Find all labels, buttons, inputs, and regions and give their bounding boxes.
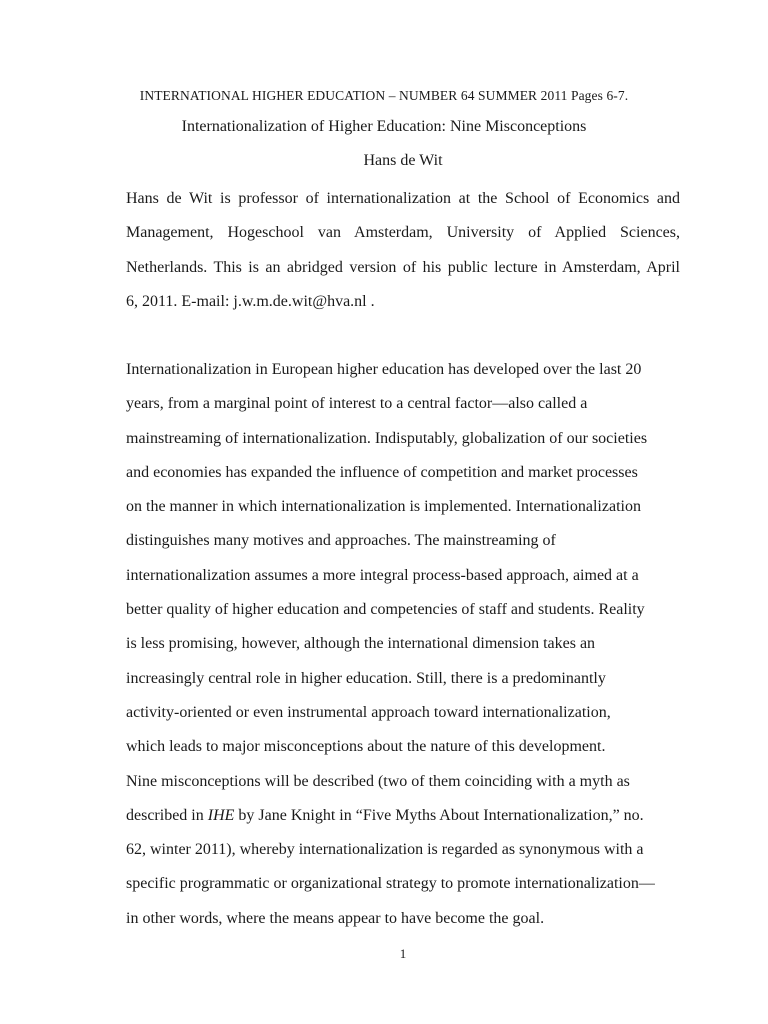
body-line: activity-oriented or even instrumental approach toward internationalization, <box>126 703 611 721</box>
bio-line: Management, Hogeschool van Amsterdam, University of Applied Sciences, <box>126 224 680 242</box>
journal-abbreviation: IHE <box>207 806 235 824</box>
body-line: and economies has expanded the influence of competition and market processes <box>126 463 638 481</box>
body-line: increasingly central role in higher education. Still, there is a predominantly <box>126 669 606 687</box>
body-line: better quality of higher education and competencies of staff and students. Reality <box>126 601 645 619</box>
body-line: 62, winter 2011), whereby internationalization is regarded as synonymous with a <box>126 841 644 859</box>
body-line: in other words, where the means appear to have become the goal. <box>126 909 545 927</box>
journal-header: INTERNATIONAL HIGHER EDUCATION – NUMBER 64 SUMMER 2011 Pages 6-7. <box>139 88 629 103</box>
body-paragraph <box>126 353 686 936</box>
page-number: 1 <box>399 946 407 961</box>
body-line: mainstreaming of internationalization. Indisputably, globalization of our societies <box>126 429 648 447</box>
article-title: Internationalization of Higher Education: Nine Misconceptions <box>181 118 587 135</box>
body-line: internationalization assumes a more integral process-based approach, aimed at a <box>126 566 639 584</box>
body-line: years, from a marginal point of interest to a central factor—also called a <box>126 395 588 413</box>
body-line: specific programmatic or organizational strategy to promote internationalization— <box>126 875 655 893</box>
body-line: distinguishes many motives and approaches. The mainstreaming of <box>126 532 556 550</box>
body-line: is less promising, however, although the international dimension takes an <box>126 635 596 653</box>
body-line: Nine misconceptions will be described (two of them coinciding with a myth as <box>126 772 630 790</box>
bio-line: Hans de Wit is professor of internationalization at the School of Economics and <box>126 190 680 207</box>
body-line-text: described in <box>126 806 208 824</box>
bio-line: Netherlands. This is an abridged version of his public lecture in Amsterdam, April <box>126 258 680 276</box>
body-line: on the manner in which internationalization is implemented. Internationalization <box>126 498 641 516</box>
body-line: Internationalization in European higher education has developed over the last 20 <box>126 361 642 378</box>
body-line: which leads to major misconceptions about the nature of this development. <box>126 738 606 756</box>
body-line-text: by Jane Knight in “Five Myths About Internationalization,” no. <box>234 806 644 824</box>
article-author: Hans de Wit <box>363 152 443 169</box>
author-bio <box>126 182 680 319</box>
body-line <box>126 799 686 833</box>
bio-line: 6, 2011. E-mail: j.w.m.de.wit@hva.nl . <box>126 292 375 310</box>
